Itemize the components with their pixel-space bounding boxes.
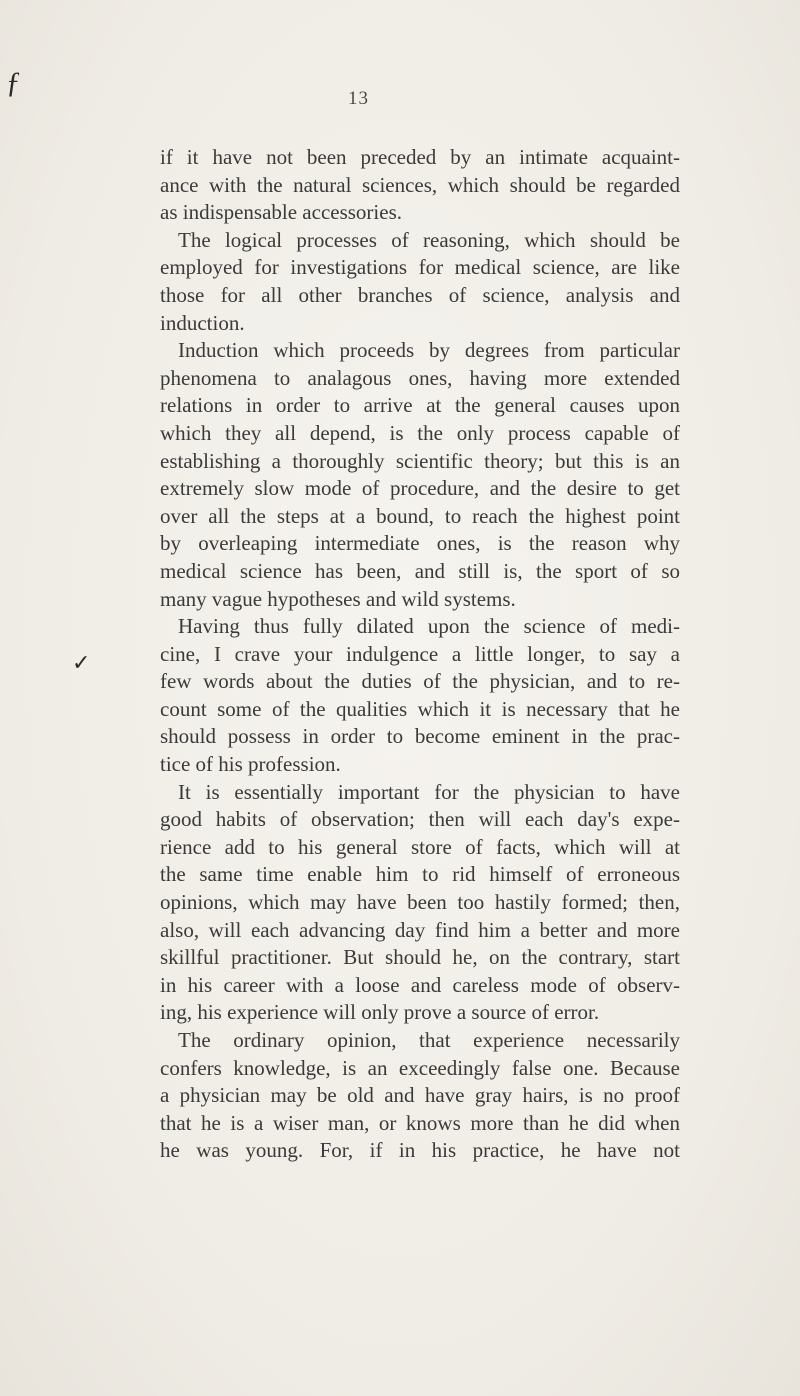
text-line: confers knowledge, is an exceedingly false one. Because xyxy=(160,1055,680,1080)
text-line: employed for investigations for medical science, are like xyxy=(160,255,680,280)
text-line: over all the steps at a bound, to reach the highest point xyxy=(160,503,680,528)
paragraph xyxy=(160,227,680,337)
text-line: phenomena to analagous ones, having more extended xyxy=(160,365,680,390)
text-line: tice of his profession. xyxy=(160,752,341,777)
text-line: ing, his experience will only prove a source of error. xyxy=(160,1000,600,1025)
paragraph xyxy=(160,613,680,779)
text-line: It is essentially important for the physician to have xyxy=(178,779,680,804)
paragraph xyxy=(160,337,680,613)
text-line: count some of the qualities which it is necessary that he xyxy=(160,696,680,721)
text-line: those for all other branches of science, analysis and xyxy=(160,282,680,307)
text-line: in his career with a loose and careless mode of observ- xyxy=(160,972,680,997)
text-line: medical science has been, and still is, the sport of so xyxy=(160,558,680,583)
text-line: good habits of observation; then will each day's expe- xyxy=(160,807,680,832)
page-number: 13 xyxy=(348,88,369,109)
text-line: induction. xyxy=(160,310,245,335)
text-line: by overleaping intermediate ones, is the reason why xyxy=(160,531,680,556)
text-line: establishing a thoroughly scientific theory; but this is an xyxy=(160,448,680,473)
text-line: if it have not been preceded by an intimate acquaint- xyxy=(160,145,680,169)
text-line: Having thus fully dilated upon the science of medi- xyxy=(178,614,680,639)
text-line: he was young. For, if in his practice, he have not xyxy=(160,1138,680,1163)
text-line: few words about the duties of the physician, and to re- xyxy=(160,669,680,694)
text-line: ance with the natural sciences, which should be regarded xyxy=(160,172,680,197)
text-line: opinions, which may have been too hastily formed; then, xyxy=(160,890,680,915)
text-line: The ordinary opinion, that experience necessarily xyxy=(178,1028,680,1052)
text-line: which they all depend, is the only process capable of xyxy=(160,420,680,445)
text-line: cine, I crave your indulgence a little longer, to say a xyxy=(160,641,680,666)
text-line: extremely slow mode of procedure, and the desire to get xyxy=(160,476,680,501)
text-line: the same time enable him to rid himself of erroneous xyxy=(160,862,680,887)
text-line: also, will each advancing day find him a better and more xyxy=(160,917,680,942)
margin-mark-middle: ✓ xyxy=(72,650,91,675)
text-line: rience add to his general store of facts, which will at xyxy=(160,834,680,859)
text-line: Induction which proceeds by degrees from particular xyxy=(178,338,680,363)
text-line: skillful practitioner. But should he, on the contrary, start xyxy=(160,945,680,970)
paragraph xyxy=(160,144,680,227)
text-line: a physician may be old and have gray hairs, is no proof xyxy=(160,1083,680,1108)
text-line: that he is a wiser man, or knows more than he did when xyxy=(160,1110,680,1135)
paragraph xyxy=(160,779,680,1027)
text-line: should possess in order to become eminent in the prac- xyxy=(160,724,680,749)
text-line: many vague hypotheses and wild systems. xyxy=(160,586,516,611)
body-text xyxy=(160,144,680,1165)
text-line: as indispensable accessories. xyxy=(160,200,403,225)
text-line: relations in order to arrive at the general causes upon xyxy=(160,393,680,418)
margin-mark-top: ƒ xyxy=(6,66,21,99)
paragraph xyxy=(160,1027,680,1165)
text-line: The logical processes of reasoning, which should be xyxy=(178,227,680,252)
